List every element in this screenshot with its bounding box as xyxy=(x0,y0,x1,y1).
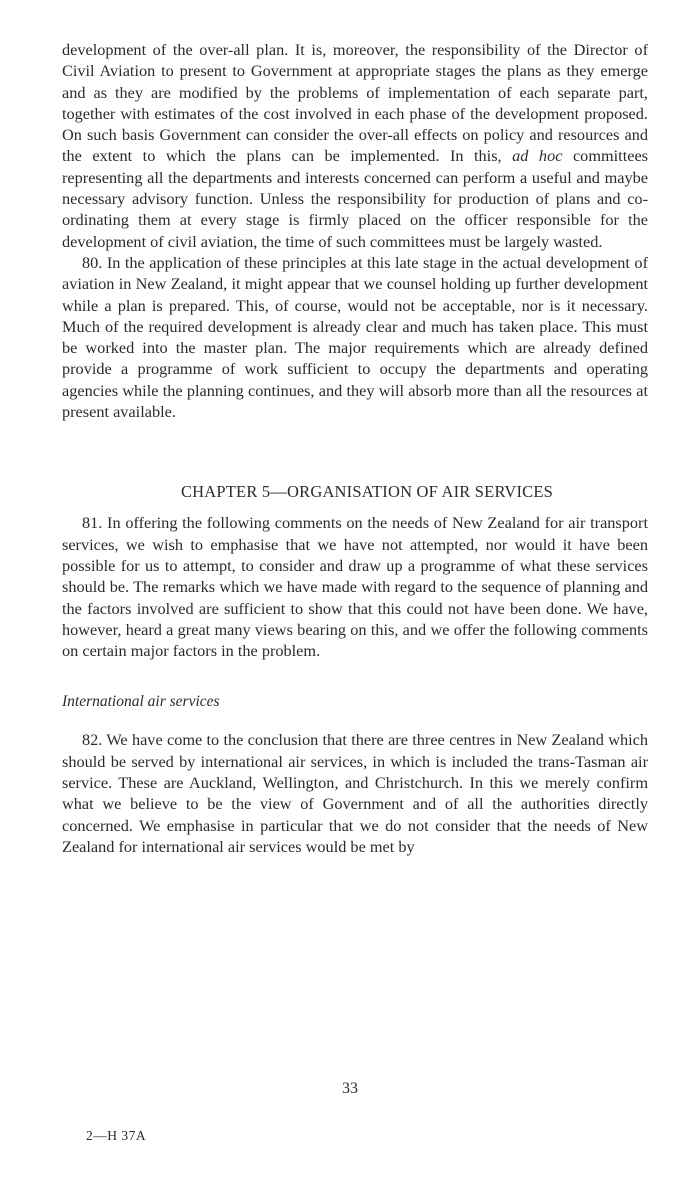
paragraph-81: 81. In offering the following comments on the needs of New Zealand for air transport services, we wish to emphasise that we have not attempted, nor would it have been possible for us to attempt, to consider and draw up a programme of what these services should be. The remarks which we have made with regard to the sequence of planning and the factors involved are sufficient to show that this could not have been done. We have, however, heard a great many views bearing on this, and we offer the following comments on certain major factors in the problem. xyxy=(62,513,648,661)
paragraph-continuation xyxy=(62,39,648,252)
document-page xyxy=(62,39,648,857)
printer-signature: 2—H 37A xyxy=(86,1128,147,1143)
chapter-heading: CHAPTER 5—ORGANISATION OF AIR SERVICES xyxy=(180,482,554,502)
paragraph-continuation-text: development of the over-all plan. It is, moreover, the responsibility of the Director of Civil Aviation to present to Government at appropriate stages the plans as they emerge and as they are modified by the problems of implementation of each separate part, together with estimates of the cost involved in each phase of the development proposed. On such basis Government can consider the over-all effects on policy and resources and the extent to which the plans can be implemented. In this, xyxy=(62,40,648,166)
paragraph-continuation-rest: committees representing all the departments and interests concerned can perform a useful and maybe necessary advisory function. Unless the responsibility for production of plans and co-ordinating them at every stage is firmly placed on the officer responsible for the development of civil aviation, the time of such committees must be largely wasted. xyxy=(62,146,649,251)
paragraph-80: 80. In the application of these principles at this late stage in the actual development of aviation in New Zealand, it might appear that we counsel holding up further development while a plan is prepared. This, of course, would not be acceptable, nor is it necessary. Much of the required development is already clear and much has taken place. This must be worked into the master plan. The major requirements which are already defined provide a programme of work sufficient to occupy the departments and operating agencies while the planning continues, and they will absorb more than all the resources at present available. xyxy=(62,252,648,422)
page-number: 33 xyxy=(342,1080,358,1097)
paragraph-continuation-italic: ad hoc xyxy=(512,146,563,166)
section-heading: International air services xyxy=(62,693,220,711)
paragraph-82: 82. We have come to the conclusion that there are three centres in New Zealand which should be served by international air services, in which is included the trans-Tasman air service. These are Auckland, Wellington, and Christchurch. In this we merely confirm what we believe to be the view of Government and of all the authorities directly concerned. We emphasise in particular that we do not consider that the needs of New Zealand for international air services would be met by xyxy=(62,730,648,856)
